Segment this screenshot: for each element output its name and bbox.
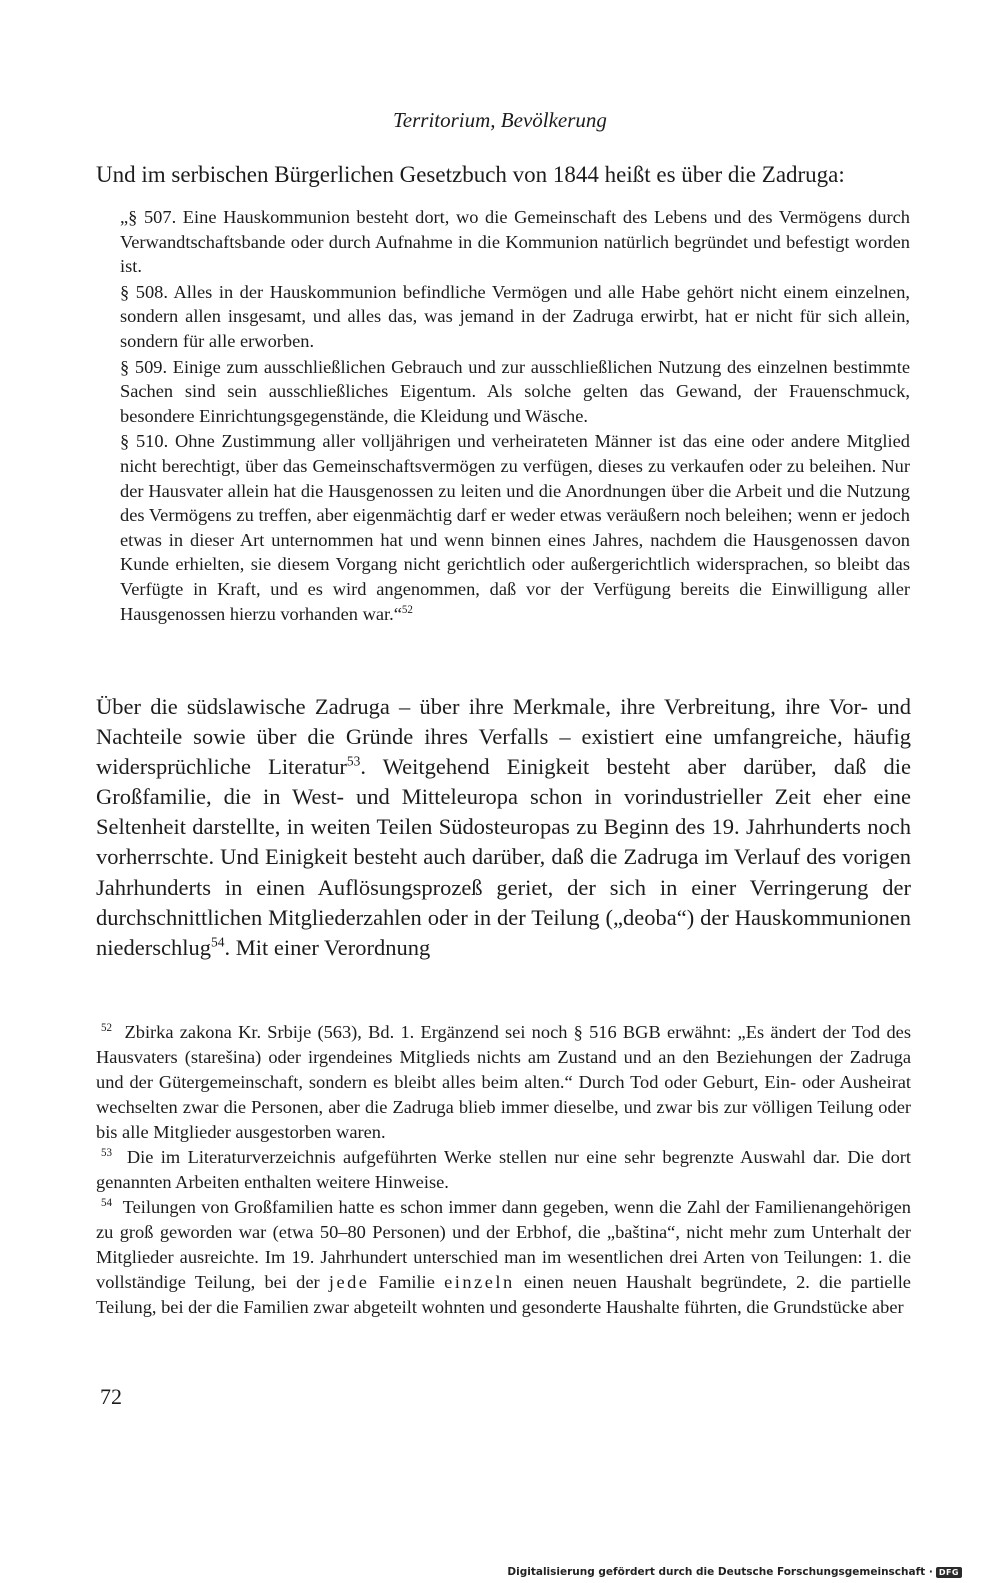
spaced-emphasis: jede xyxy=(328,1272,370,1292)
footnote-text: Familie xyxy=(378,1272,435,1292)
footnote-ref-54: 54 xyxy=(210,934,225,950)
quote-paragraph-507: „§ 507. Eine Hauskommunion besteht dort, wo die Gemeinschaft des Lebens und des Vermögens durch Verwandtschaftsbande oder durch Aufnahme in die Kommunion natürlich begründet und befestigt worden ist. xyxy=(120,207,910,277)
quote-paragraph-509: § 509. Einige zum ausschließlichen Gebrauch und zur ausschließlichen Nutzung des einzelnen bestimmte Sachen sind sein ausschließliches Eigentum. Als solche gelten das Gewand, der Frauenschmuck, besondere Einrichtungsgegenstände, die Kleidung und Wäsche. xyxy=(120,356,910,426)
footnotes xyxy=(96,1020,911,1320)
credit-text: Digitalisierung gefördert durch die Deutsche Forschungsgemeinschaft · xyxy=(507,1566,933,1578)
digitization-credit xyxy=(507,1566,962,1578)
quote-paragraph-510 xyxy=(120,429,910,626)
footnote-number: 54 xyxy=(101,1196,113,1209)
footnote-52 xyxy=(96,1020,911,1145)
footnote-text: einen neuen Haushalt begründete, 2. die partielle Teilung, bei der die Familien zwar abgeteilt wohnten und gesonderte Haushalte führten, die Grundstücke aber xyxy=(96,1272,911,1317)
page-number: 72 xyxy=(100,1384,122,1409)
footnote-number: 52 xyxy=(101,1021,113,1034)
body-text-2: . Weitgehend Einigkeit besteht aber darüber, daß die Großfamilie, die in West- und Mitteleuropa schon in vorindustrieller Zeit eher eine Seltenheit darstellte, in weiten Teilen Südosteuropas zu Beginn des 19. Jahrhunderts noch vorherrschte. Und Einigkeit besteht auch darüber, daß die Zadruga im Verlauf des vorigen Jahrhunderts in einen Auflösungsprozeß geriet, der sich in einer Verringerung der durchschnittlichen Mitgliederzahlen oder in der Teilung („deoba“) der Hauskommunionen niederschlug xyxy=(96,754,911,960)
footnote-53 xyxy=(96,1145,911,1195)
spaced-emphasis: einzeln xyxy=(444,1272,515,1292)
footnote-54 xyxy=(96,1195,911,1320)
footnote-text: Zbirka zakona Kr. Srbije (563), Bd. 1. Ergänzend sei noch § 516 BGB erwähnt: „Es ändert der Tod des Hausvaters (starešina) oder irgendeines Mitglieds nichts am Zustand und an den Beziehungen der Zadruga und der Gütergemeinschaft, sondern es bleibt alles beim alten.“ Durch Tod oder Geburt, Ein- oder Ausheirat wechselten zwar die Personen, aber die Zadruga blieb immer dieselbe, und zwar bis zur völligen Teilung oder bis alle Mitglieder ausgestorben waren. xyxy=(96,1022,912,1142)
footnote-ref-53: 53 xyxy=(346,753,361,769)
body-paragraph xyxy=(96,692,911,963)
running-head: Territorium, Bevölkerung xyxy=(393,108,607,132)
quote-paragraph-508: § 508. Alles in der Hauskommunion befindliche Vermögen und alle Habe gehört nicht einem einzelnen, sondern allen insgesamt, und alles das, was jemand in der Zadruga erwirbt, hat er nicht für sich allein, sondern für alle erworben. xyxy=(120,281,910,351)
body-text-1: Über die südslawische Zadruga – über ihre Merkmale, ihre Verbreitung, ihre Vor- und Nachteile sowie über die Gründe ihres Verfalls – existiert eine umfangreiche, häufig widersprüchliche Literatur xyxy=(96,694,911,780)
body-text-3: . Mit einer Verordnung xyxy=(224,934,431,960)
footnote-text: Teilungen von Großfamilien hatte es schon immer dann gegeben, wenn die Zahl der Familienangehörigen zu groß geworden war (etwa 50–80 Personen) und der Erbhof, die „baština“, nicht mehr zum Unterhalt der Mitglieder ausreichte. Im 19. Jahrhundert unterschied man im wesentlichen drei Arten von Teilungen: 1. die vollständige Teilung, bei der xyxy=(96,1197,911,1292)
footnote-ref-52: 52 xyxy=(401,603,413,616)
law-quote-block xyxy=(120,205,910,627)
intro-sentence: Und im serbischen Bürgerlichen Gesetzbuch von 1844 heißt es über die Zadruga: xyxy=(96,162,845,187)
footnote-text: Die im Literaturverzeichnis aufgeführten Werke stellen nur eine sehr begrenzte Auswahl dar. Die dort genannten Arbeiten enthalten weitere Hinweise. xyxy=(96,1147,911,1192)
dfg-logo-icon: DFG xyxy=(936,1567,962,1578)
footnote-number: 53 xyxy=(101,1146,113,1159)
quote-510-text: § 510. Ohne Zustimmung aller volljährigen und verheirateten Männer ist das eine oder andere Mitglied nicht berechtigt, über das Gemeinschaftsvermögen zu verfügen, dieses zu verkaufen oder zu beleihen. Nur der Hausvater allein hat die Hausgenossen zu leiten und die Anordnungen über die Arbeit und die Nutzung des Vermögens zu treffen, aber eigenmächtig darf er weder etwas veräußern noch beleihen; wenn er jedoch etwas in dieser Art unternommen hat und wenn binnen eines Jahres, nachdem die Hausgenossen davon Kunde erhielten, sie diesem Vorgang nicht gerichtlich oder außergerichtlich widersprachen, so bleibt das Verfügte in Kraft, und es wird angenommen, daß vor der Verfügung bereits die Einwilligung aller Hausgenossen hierzu vorhanden war.“ xyxy=(120,431,910,624)
